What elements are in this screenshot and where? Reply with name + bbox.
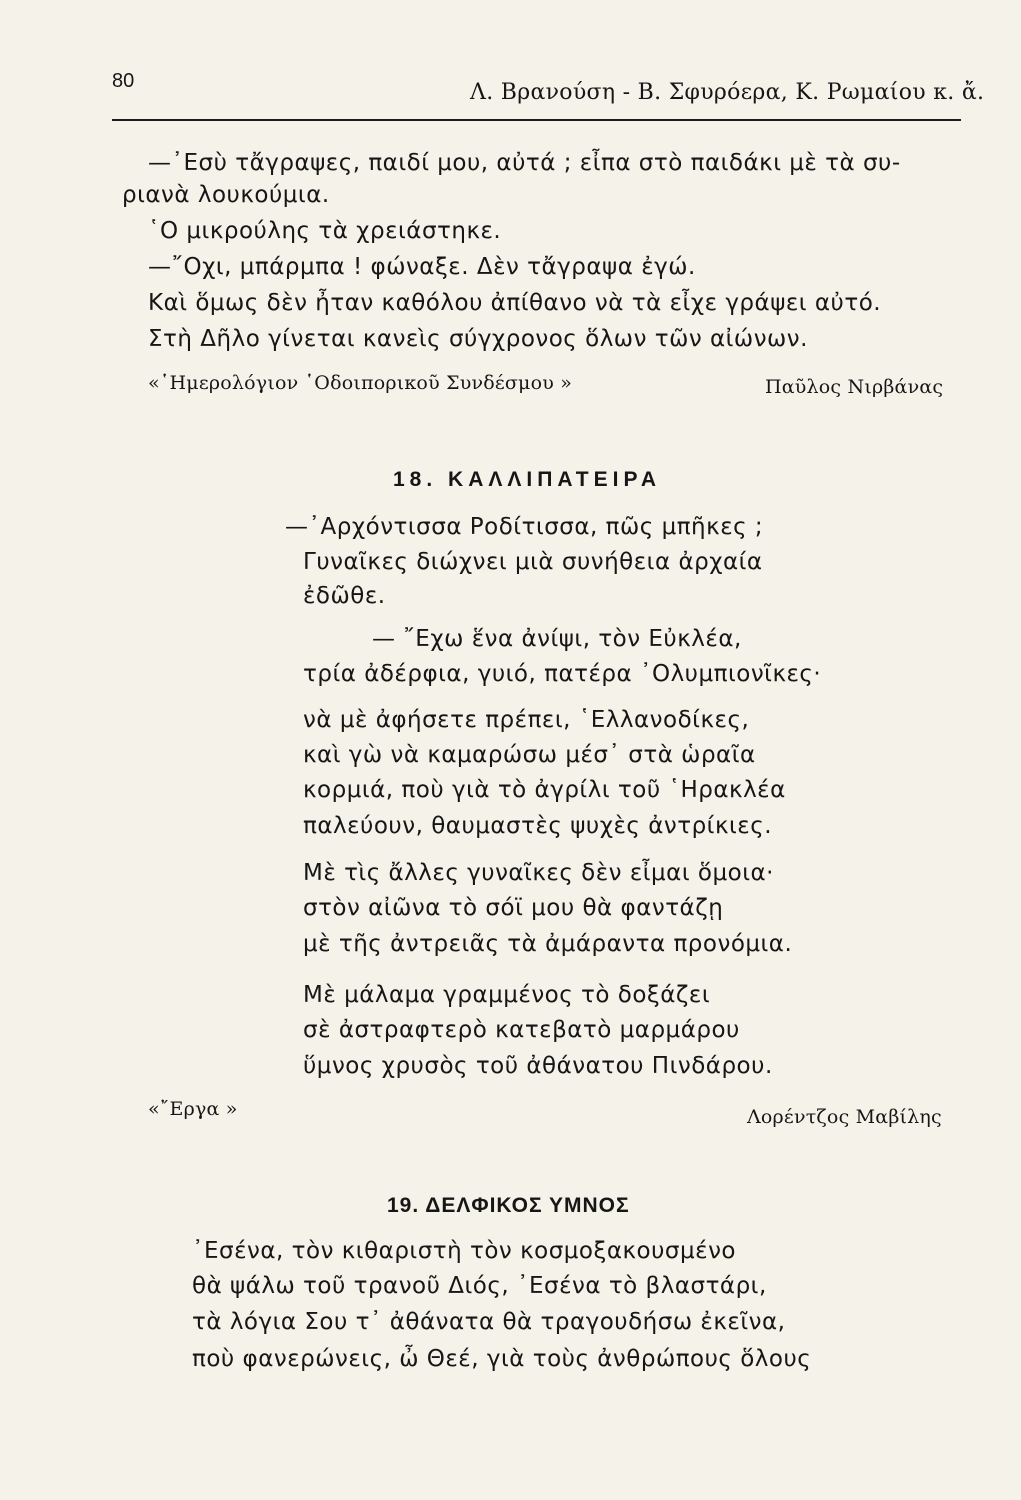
section-18-source: «῎Εργα » (148, 1098, 238, 1120)
poem-19-line: τὰ λόγια Σου τ᾿ ἀθάνατα θὰ τραγουδήσω ἐκεῖνα, (192, 1309, 786, 1335)
excerpt-1-line: Καὶ ὅμως δὲν ἦταν καθόλου ἀπίθανο νὰ τὰ εἶχε γράψει αὐτό. (148, 290, 882, 316)
poem-19-line: ποὺ φανερώνεις, ὦ Θεέ, γιὰ τοὺς ἀνθρώπους ὅλους (192, 1346, 812, 1372)
excerpt-1-line: ῾Ο μικρούλης τὰ χρειάστηκε. (148, 218, 502, 244)
section-18-heading: 18. ΚΑΛΛΙΠΑΤΕΙΡΑ (393, 468, 662, 491)
poem-18-line: νὰ μὲ ἀφήσετε πρέπει, ῾Ελλανοδίκες, (303, 707, 750, 733)
poem-18-line: —᾿Αρχόντισσα Ροδίτισσα, πῶς μπῆκες ; (285, 514, 764, 540)
poem-18-line: κορμιά, ποὺ γιὰ τὸ ἀγρίλι τοῦ ῾Ηρακλέα (303, 777, 786, 803)
poem-18-line: στὸν αἰῶνα τὸ σόϊ μου θὰ φαντάζῃ (303, 895, 724, 921)
poem-19-line: ᾿Εσένα, τὸν κιθαριστὴ τὸν κοσμοξακουσμένο (192, 1238, 736, 1264)
poem-18-line: Μὲ μάλαμα γραμμένος τὸ δοξάζει (303, 982, 711, 1008)
page-number: 80 (112, 70, 135, 92)
poem-18-line: — ῎Εχω ἕνα ἀνίψι, τὸν Εὐκλέα, (372, 626, 742, 652)
poem-18-line: παλεύουν, θαυμαστὲς ψυχὲς ἀντρίκιες. (303, 813, 773, 839)
excerpt-1-line: Στὴ Δῆλο γίνεται κανεὶς σύγχρονος ὅλων τῶν αἰώνων. (148, 326, 808, 352)
poem-18-line: μὲ τῆς ἀντρειᾶς τὰ ἀμάραντα προνόμια. (303, 931, 793, 957)
poem-18-line: ὕμνος χρυσὸς τοῦ ἀθάνατου Πινδάρου. (303, 1053, 773, 1079)
section-18-author: Λορέντζος Μαβίλης (747, 1106, 942, 1128)
poem-19-line: θὰ ψάλω τοῦ τρανοῦ Διός, ᾿Εσένα τὸ βλαστάρι, (192, 1273, 767, 1299)
poem-18-line: τρία ἀδέρφια, γυιό, πατέρα ᾿Ολυμπιονῖκες· (303, 661, 822, 687)
excerpt-1-line: ριανὰ λουκούμια. (122, 182, 330, 208)
excerpt-1-author: Παῦλος Νιρβάνας (765, 376, 944, 398)
section-19-heading: 19. ΔΕΛΦΙΚΟΣ ΥΜΝΟΣ (387, 1194, 630, 1217)
poem-18-line: ἐδῶθε. (303, 583, 386, 609)
running-head: Λ. Βρανούση - Β. Σφυρόερα, Κ. Ρωμαίου κ. ἄ. (470, 80, 985, 105)
poem-18-line: Μὲ τὶς ἄλλες γυναῖκες δὲν εἶμαι ὅμοια· (303, 860, 774, 886)
excerpt-1-line: —῎Οχι, μπάρμπα ! φώναξε. Δὲν τἄγραψα ἐγώ. (148, 254, 696, 280)
header-rule (112, 119, 961, 121)
poem-18-line: καὶ γὼ νὰ καμαρώσω μέσ᾿ στὰ ὡραῖα (303, 742, 756, 768)
poem-18-line: σὲ ἀστραφτερὸ κατεβατὸ μαρμάρου (303, 1017, 740, 1043)
excerpt-1-source: «῾Ημερολόγιον ῾Οδοιπορικοῦ Συνδέσμου » (148, 372, 573, 394)
poem-18-line: Γυναῖκες διώχνει μιὰ συνήθεια ἀρχαία (303, 549, 763, 575)
excerpt-1-line: —᾿Εσὺ τἄγραψες, παιδί μου, αὐτά ; εἶπα στὸ παιδάκι μὲ τὰ συ- (148, 150, 901, 176)
